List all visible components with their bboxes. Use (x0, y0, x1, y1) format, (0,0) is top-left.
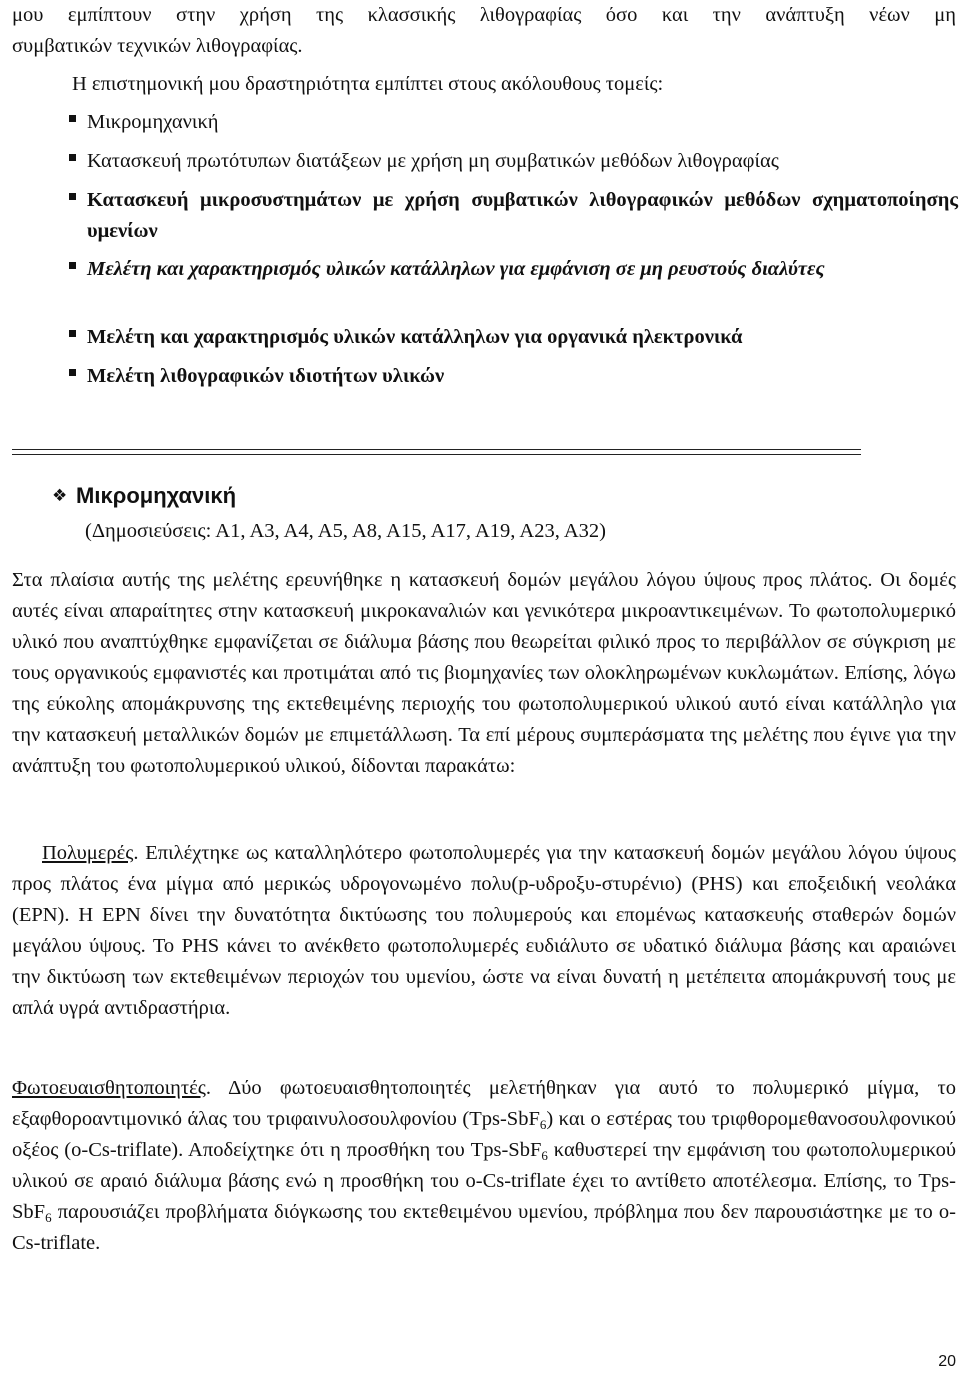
list-item: Κατασκευή μικροσυστημάτων με χρήση συμβατικών λιθογραφικών μεθόδων σχηματοποίησης υμενίων (72, 185, 958, 247)
section-title: Μικρομηχανική (76, 483, 237, 508)
diamond-bullet-icon: ❖ (52, 486, 68, 505)
subscript: 6 (541, 1148, 548, 1163)
list-item: Μελέτη λιθογραφικών ιδιοτήτων υλικών (72, 361, 958, 392)
intro-line-1: μου εμπίπτουν στην χρήση της κλασσικής λιθογραφίας όσο και την ανάπτυξη νέων μη (12, 4, 956, 26)
list-item: Μελέτη και χαρακτηρισμός υλικών κατάλληλων για εμφάνιση σε μη ρευστούς διαλύτες (72, 254, 958, 285)
paragraph-micromachining: Στα πλαίσια αυτής της μελέτης ερευνήθηκε η κατασκευή δομών μεγάλου λόγου ύψους προς πλάτος. Οι δομές αυτές είναι απαραίτητες στην κατασκευή μικροκαναλιών και γενικότερα μικροαντικειμένων. Το φωτοπολυμερικό υλικό που αναπτύχθηκε εμφανίζεται σε διάλυμα βάσης που θεωρείται φιλικό προς το περιβάλλον σε σύγκριση με τους οργανικούς εμφανιστές και προτιμάται από τις βιομηχανίες των ολοκληρωμένων κυκλωμάτων. Επίσης, λόγω της εύκολης απομάκρυνσης της εκτεθειμένης περιοχής του φωτοπολυμερικού υλικού αυτό είναι κατάλληλο για την κατασκευή μεταλλικών δομών με επιμετάλλωση. Τα επί μέρους συμπεράσματα της μελέτης που έγινε για την ανάπτυξη του φωτοπολυμερικού υλικού, δίδονται παρακάτω: (12, 569, 956, 777)
photosensitizers-label: Φωτοευαισθητοποιητές (12, 1077, 206, 1099)
list-item: Μελέτη και χαρακτηρισμός υλικών κατάλληλων για οργανικά ηλεκτρονικά (72, 322, 958, 353)
subscript: 6 (45, 1210, 52, 1225)
paragraph-polymers (12, 838, 956, 1024)
subscript: 6 (539, 1117, 547, 1132)
publications-reference: (Δημοσιεύσεις: Α1, Α3, Α4, Α5, Α8, Α15, Α17, Α19, Α23, Α32) (85, 520, 606, 542)
page-number: 20 (938, 1353, 956, 1370)
polymers-text: . Επιλέχτηκε ως καταλληλότερο φωτοπολυμερές για την κατασκευή δομών μεγάλου λόγου ύψους προς πλάτος ένα μίγμα από μερικώς υδρογονωμένο πολυ(p-υδροξυ-στυρένιο) (PHS) και εποξειδική νεολάκα (EPN). Η EPN δίνει την δυνατότητα δικτύωσης του πολυμερούς και επομένως κατασκευής σταθερών δομών μεγάλου ύψους. Το PHS κάνει το ανέκθετο φωτοπολυμερές ευδιάλυτο σε υδατικό διάλυμα βάσης και αραιώνει την δικτύωση των εκτεθειμένων περιοχών του υμενίου, ώστε να είναι δυνατή η μετέπειτα απομάκρυνσή τους με απλά υγρά αντιδραστήρια. (12, 842, 956, 1019)
section-heading (52, 480, 236, 512)
paragraph-photosensitizers: Φωτοευαισθητοποιητές. Δύο φωτοευαισθητοποιητές μελετήθηκαν για αυτό το πολυμερικό μίγμα, το εξαφθοροαντιμονικό άλας του τριφαινυλοσουλφονίου (Tps-SbF$_6$) και ο εστέρας του τριφθορομεθανοσουλφονικού οξέος (o-Cs-triflate). Αποδείχτηκε ότι η προσθήκη του Tps-SbF$_6$ καθυστερεί την εμφάνιση του φωτοπολυμερικού υλικού σε αραιό διάλυμα βάσης ενώ η προσθήκη του o-Cs-triflate έχει το αντίθετο αποτέλεσμα. Επίσης, το Tps-SbF$_6$ παρουσιάζει προβλήματα διόγκωσης του εκτεθειμένου υμενίου, πρόβλημα που δεν παρουσιάστηκε με το o-Cs-triflate. (12, 1077, 957, 1254)
section-divider (12, 449, 861, 455)
list-item: Μικρομηχανική (72, 107, 958, 138)
list-item: Κατασκευή πρωτότυπων διατάξεων με χρήση μη συμβατικών μεθόδων λιθογραφίας (72, 146, 958, 177)
intro-line-2: συμβατικών τεχνικών λιθογραφίας. (12, 35, 303, 57)
polymers-label: Πολυμερές (42, 842, 134, 864)
research-intro-sentence: Η επιστημονική μου δραστηριότητα εμπίπτει στους ακόλουθους τομείς: (72, 73, 664, 95)
